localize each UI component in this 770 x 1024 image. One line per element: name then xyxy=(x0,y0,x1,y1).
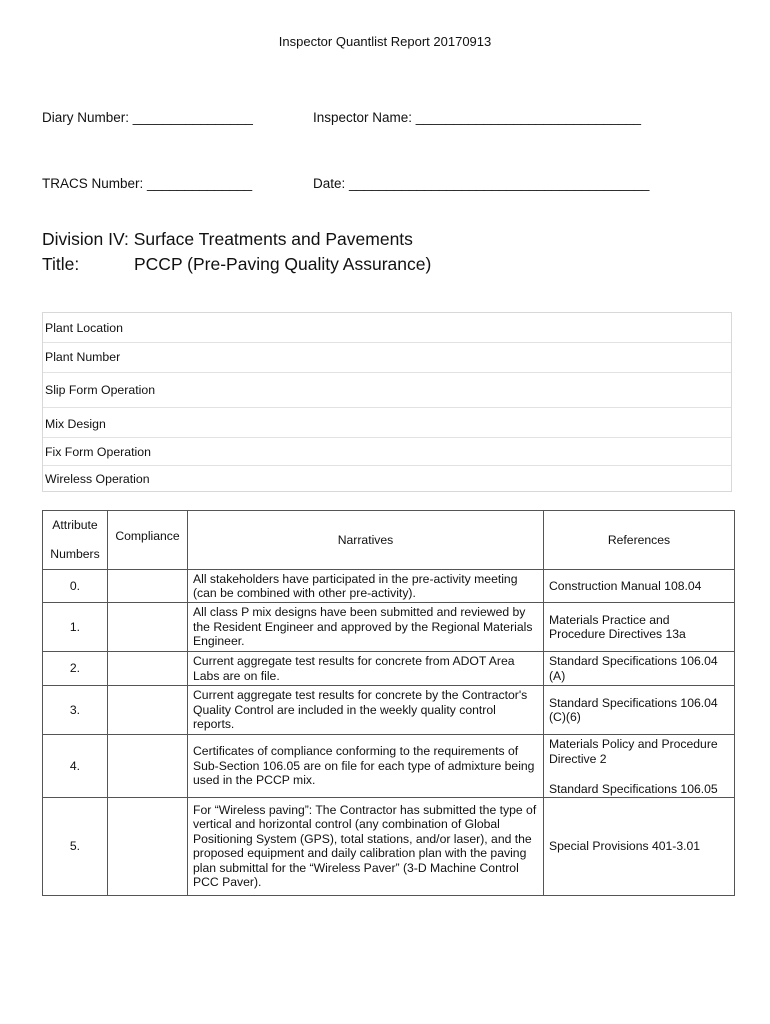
header-compliance: Compliance xyxy=(108,511,188,570)
date-field: Date: ________________________________________ xyxy=(313,176,650,191)
reference-cell: Special Provisions 401-3.01 xyxy=(544,797,735,895)
compliance-cell[interactable] xyxy=(108,735,188,798)
compliance-cell[interactable] xyxy=(108,797,188,895)
reference-cell xyxy=(544,735,735,798)
attribute-number: 2. xyxy=(43,652,108,686)
compliance-cell[interactable] xyxy=(108,570,188,603)
narrative-cell: Certificates of compliance conforming to the requirements of Sub-Section 106.05 are on file for each type of admixture being used in the PCCP mix. xyxy=(188,735,544,798)
location-row-label: Mix Design xyxy=(45,417,106,431)
narrative-cell: All stakeholders have participated in the pre-activity meeting (can be combined with other pre-activity). xyxy=(188,570,544,603)
diary-number-field: Diary Number: ________________ xyxy=(42,110,253,125)
title-label: Title: xyxy=(42,254,80,274)
reference-cell: Materials Practice and Procedure Directives 13a xyxy=(544,603,735,652)
inspector-name-field: Inspector Name: ______________________________ xyxy=(313,110,642,125)
reference-line: Standard Specifications 106.05 xyxy=(549,782,718,796)
location-row-label: Slip Form Operation xyxy=(45,383,156,397)
attribute-number: 1. xyxy=(43,603,108,652)
table-row xyxy=(43,570,735,603)
division-heading: Division IV: Surface Treatments and Pavements xyxy=(42,229,413,249)
narrative-cell: Current aggregate test results for concrete from ADOT Area Labs are on file. xyxy=(188,652,544,686)
table-row xyxy=(43,686,735,735)
narrative-cell: All class P mix designs have been submitted and reviewed by the Resident Engineer and approved by the Regional Materials Engineer. xyxy=(188,603,544,652)
location-row xyxy=(43,408,731,438)
attribute-number: 3. xyxy=(43,686,108,735)
header-references: References xyxy=(544,511,735,570)
location-row xyxy=(43,466,731,493)
attribute-number: 0. xyxy=(43,570,108,603)
report-title: Inspector Quantlist Report 20170913 xyxy=(278,34,492,49)
location-row xyxy=(43,343,731,373)
reference-line: Materials Policy and Procedure Directive 2 xyxy=(549,737,718,766)
table-row xyxy=(43,652,735,686)
attribute-table xyxy=(42,510,735,896)
location-row-label: Plant Number xyxy=(45,350,121,364)
attribute-number: 5. xyxy=(43,797,108,895)
location-row xyxy=(43,438,731,466)
location-row-label: Wireless Operation xyxy=(45,472,150,486)
compliance-cell[interactable] xyxy=(108,603,188,652)
location-row-label: Fix Form Operation xyxy=(45,445,151,459)
title-value: PCCP (Pre-Paving Quality Assurance) xyxy=(134,254,432,274)
reference-cell: Construction Manual 108.04 xyxy=(544,570,735,603)
header-attribute-numbers xyxy=(43,511,108,570)
location-box xyxy=(42,312,732,492)
table-row xyxy=(43,797,735,895)
compliance-cell[interactable] xyxy=(108,686,188,735)
tracs-number-field: TRACS Number: ______________ xyxy=(42,176,253,191)
location-row xyxy=(43,313,731,343)
reference-cell: Standard Specifications 106.04 (C)(6) xyxy=(544,686,735,735)
table-row xyxy=(43,735,735,798)
narrative-cell: For “Wireless paving”: The Contractor has submitted the type of vertical and horizontal control (any combination of Global Positioning System (GPS), total stations, and/or laser), and the proposed equipment and daily calibration plan with the paving plan submittal for the “Wireless Paver” (3-D Machine Control PCC Paver). xyxy=(188,797,544,895)
title-heading xyxy=(42,254,431,275)
narrative-cell: Current aggregate test results for concrete by the Contractor's Quality Control are included in the weekly quality control reports. xyxy=(188,686,544,735)
location-row xyxy=(43,373,731,408)
compliance-cell[interactable] xyxy=(108,652,188,686)
table-row xyxy=(43,603,735,652)
table-header-row xyxy=(43,511,735,570)
header-attribute-line1: Attribute xyxy=(52,518,98,532)
reference-cell: Standard Specifications 106.04 (A) xyxy=(544,652,735,686)
header-attribute-line2: Numbers xyxy=(50,547,100,561)
header-narratives: Narratives xyxy=(188,511,544,570)
attribute-number: 4. xyxy=(43,735,108,798)
location-row-label: Plant Location xyxy=(45,321,123,335)
